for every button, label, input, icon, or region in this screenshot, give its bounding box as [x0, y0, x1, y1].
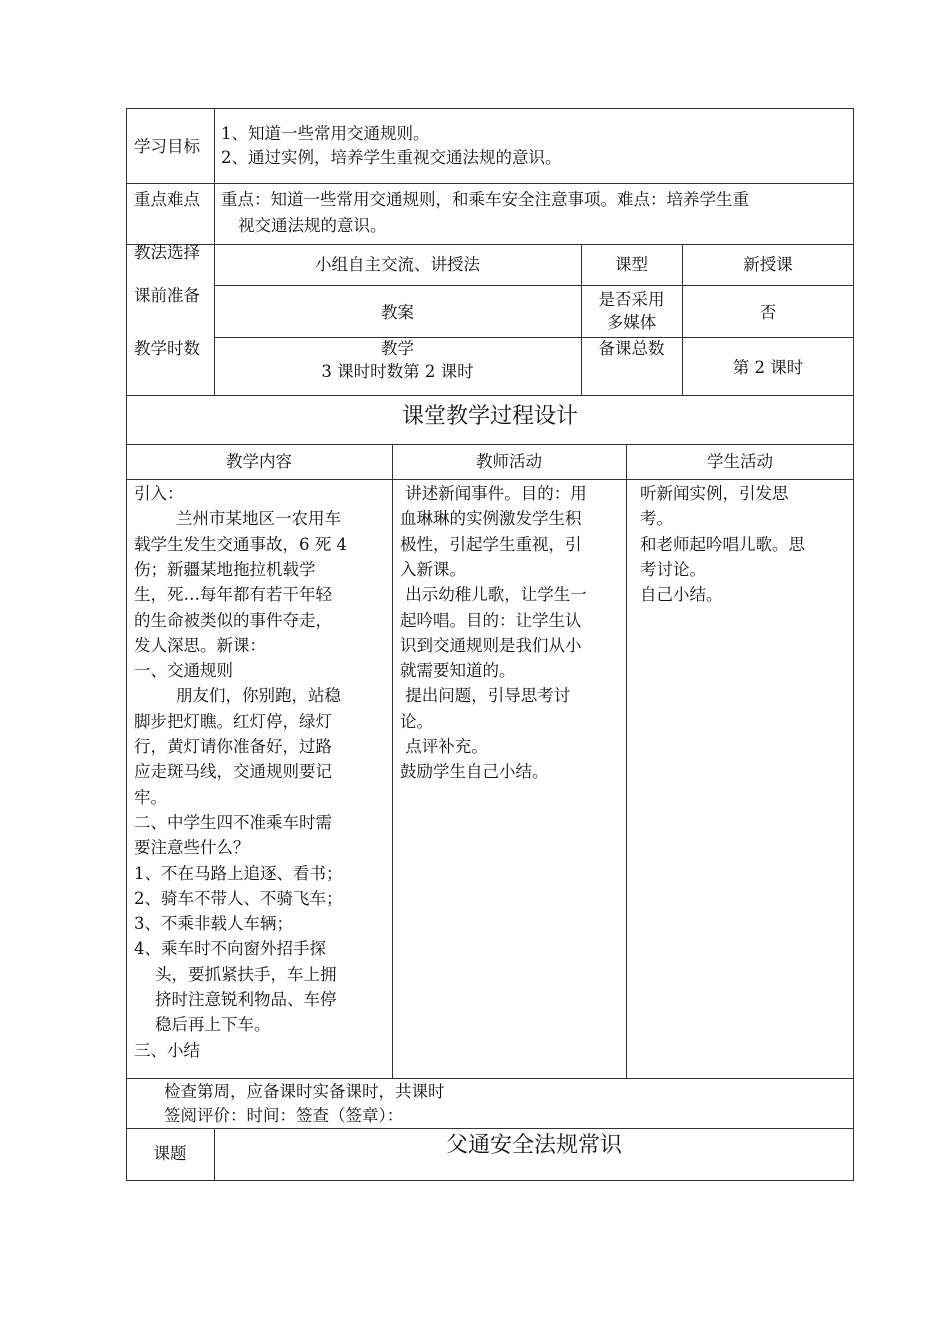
teacher-activity-line: 入新课。: [400, 559, 466, 579]
column-header-student: 学生活动: [707, 452, 773, 471]
content-line: 一、交通规则: [134, 661, 233, 681]
method-label: 教法选择: [134, 243, 200, 262]
student-activity-line: 考讨论。: [640, 559, 706, 579]
content-line: 头，要抓紧扶手，车上拥: [134, 964, 337, 984]
content-line: 载学生发生交通事故，6 死 4: [134, 534, 347, 554]
content-line: 行，黄灯请你准备好，过路: [134, 737, 332, 756]
lesson-type-value: 新授课: [743, 255, 793, 274]
student-activity-line: 自己小结。: [640, 585, 723, 605]
method-value: 小组自主交流、讲授法: [315, 255, 480, 274]
total-value: 第 2 课时: [732, 358, 804, 377]
goal-item-1: 1、知道一些常用交通规则。: [221, 124, 430, 143]
student-activity-line: 听新闻实例，引发思: [640, 484, 789, 503]
teacher-activity-line: 点评补充。: [400, 737, 488, 756]
teacher-activity-line: 提出问题，引导思考讨: [400, 686, 571, 706]
section-title: 课堂教学过程设计: [401, 404, 578, 429]
topic-label: 课题: [153, 1144, 187, 1163]
content-line: 发人深思。新课：: [134, 635, 266, 655]
hours-value-line-1: 教学: [381, 339, 414, 358]
content-line: 伤；新疆某地拖拉机载学: [134, 559, 316, 579]
teacher-activity-line: 血琳琳的实例激发学生积: [400, 509, 582, 529]
student-activity-line: 和老师起吟唱儿歌。思: [640, 534, 805, 554]
teacher-activity-line: 识到交通规则是我们从小: [400, 635, 582, 655]
hours-label: 教学时数: [134, 339, 200, 358]
teacher-activity-line: 起吟唱。目的：让学生认: [400, 610, 582, 630]
column-header-content: 教学内容: [226, 452, 292, 471]
teacher-activity-line: 就需要知道的。: [400, 661, 516, 681]
lesson-plan-table: [126, 108, 854, 1181]
content-line: 朋友们，你别跑，站稳: [134, 686, 341, 706]
check-line-1: 检查第周，应备课时实备课时，共课时: [164, 1082, 445, 1101]
teacher-activity-line: 讲述新闻事件。目的：用: [400, 484, 587, 503]
content-line: 4、乘车时不向窗外招手探: [134, 939, 326, 959]
content-line: 应走斑马线，交通规则要记: [134, 762, 332, 782]
column-header-teacher: 教师活动: [476, 452, 542, 471]
teacher-activity-line: 出示幼稚儿歌，让学生一: [400, 585, 587, 605]
lesson-type-label: 课型: [615, 255, 648, 274]
content-line: 1、不在马路上追逐、看书；: [134, 863, 343, 883]
content-line: 生，死…每年都有若干年轻: [134, 585, 332, 605]
content-line: 的生命被类似的事件夺走，: [134, 610, 332, 630]
check-line-2: 签阅评价：时间：签查（签章）：: [164, 1106, 404, 1125]
content-line: 二、中学生四不准乘车时需: [134, 812, 332, 832]
media-label-line-2: 多媒体: [606, 313, 657, 332]
student-activity-line: 考。: [640, 509, 673, 529]
content-line: 脚步把灯瞧。红灯停，绿灯: [134, 711, 332, 731]
content-line: 要注意些什么？: [134, 838, 250, 858]
content-line: 引入：: [134, 484, 184, 503]
content-line: 兰州市某地区一农用车: [134, 509, 341, 529]
key-points-line-2: 视交通法规的意识。: [238, 216, 387, 235]
goals-label: 学习目标: [134, 137, 200, 156]
content-line: 2、骑车不带人、不骑飞车；: [134, 888, 343, 908]
prep-value: 教案: [381, 303, 414, 322]
content-line: 挤时注意锐利物品、车停: [134, 990, 337, 1009]
teacher-activity-line: 论。: [400, 711, 433, 731]
teacher-activity-line: 鼓励学生自己小结。: [400, 762, 549, 782]
content-line: 3、不乘非载人车辆；: [134, 914, 293, 934]
content-line: 稳后再上下车。: [134, 1015, 271, 1035]
key-points-label: 重点难点: [134, 190, 200, 209]
goal-item-2: 2、通过实例，培养学生重视交通法规的意识。: [221, 148, 562, 167]
content-line: 三、小结: [134, 1040, 200, 1060]
topic-title: 父通安全法规常识: [445, 1133, 622, 1158]
media-value: 否: [759, 303, 777, 322]
total-label: 备课总数: [598, 339, 665, 358]
content-line: 牢。: [134, 787, 167, 807]
key-points-line-1: 重点：知道一些常用交通规则，和乘车安全注意事项。难点：培养学生重: [221, 190, 749, 209]
hours-value-line-2: 3 课时时数第 2 课时: [321, 362, 474, 381]
prep-label: 课前准备: [134, 286, 200, 305]
media-label-line-1: 是否采用: [598, 290, 665, 309]
teacher-activity-line: 极性，引起学生重视，引: [400, 534, 582, 554]
